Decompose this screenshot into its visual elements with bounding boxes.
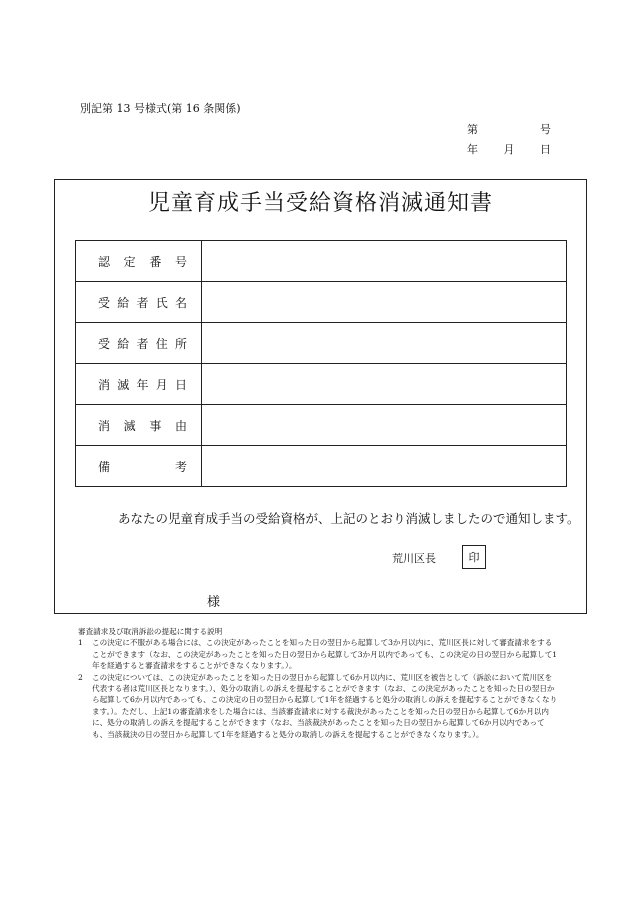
field-label-text: 受 給 者 住 所: [98, 336, 187, 351]
field-label-text: 認 定 番 号: [98, 254, 187, 269]
document-number: [467, 121, 551, 137]
field-row-certification-number: [76, 241, 567, 282]
field-label: [76, 282, 202, 323]
field-label: [76, 323, 202, 364]
field-label: [76, 405, 202, 446]
field-value[interactable]: [202, 446, 567, 487]
explanation-item: [78, 637, 558, 671]
issue-date: [467, 141, 551, 157]
explanation-heading: 審査請求及び取消訴訟の提起に関する説明: [78, 627, 223, 636]
field-label: [76, 364, 202, 405]
field-label: [76, 241, 202, 282]
field-value[interactable]: [202, 405, 567, 446]
field-value[interactable]: [202, 364, 567, 405]
fields-table: [75, 240, 567, 487]
item-number: 2: [78, 672, 83, 682]
field-row-recipient-name: [76, 282, 567, 323]
explanation-item: [78, 672, 558, 740]
form-reference: 別記第 13 号様式(第 16 条関係): [80, 102, 241, 115]
field-row-recipient-address: [76, 323, 567, 364]
addressee-suffix: 様: [207, 595, 221, 610]
field-row-expiry-date: [76, 364, 567, 405]
seal-box: 印: [462, 545, 486, 569]
number-suffix: 号: [540, 123, 551, 136]
document-title: 児童育成手当受給資格消滅通知書: [147, 191, 493, 216]
field-label-text: 消 滅 事 由: [98, 418, 187, 433]
field-value[interactable]: [202, 241, 567, 282]
item-number: 1: [78, 638, 83, 648]
notice-text: あなたの児童育成手当の受給資格が、上記のとおり消滅しましたので通知します。: [118, 511, 580, 526]
issuer-name: 荒川区長: [392, 552, 436, 565]
field-label: [76, 446, 202, 487]
date-month: 月: [503, 143, 515, 156]
field-value[interactable]: [202, 323, 567, 364]
item-text: この決定については、この決定があったことを知った日の翌日から起算して6か月以内に、荒川区を被告として（訴訟において荒川区を代表する者は荒川区長となります。）、処分の取消しの訴えを提起することができます（なお、この決定があったことを知った日の翌日から起算して6か月以内であっても、この決定の日の翌日から起算して1年を経過すると処分の取消しの訴えを提起することができなくなります。）。ただし、上記1の審査請求をした場合には、当該審査請求に対する裁決があったことを知った日の翌日から起算して6か月以内に、処分の取消しの訴えを提起することができます（なお、当該裁決があったことを知った日の翌日から起算して6か月以内であっても、当該裁決の日の翌日から起算して1年を経過すると処分の取消しの訴えを提起することができなくなります。）。: [92, 672, 558, 739]
field-value[interactable]: [202, 282, 567, 323]
field-label-text: 備 考: [98, 459, 187, 474]
field-label-text: 消 滅 年 月 日: [98, 377, 187, 392]
field-row-expiry-reason: [76, 405, 567, 446]
field-row-remarks: [76, 446, 567, 487]
number-prefix: 第: [467, 123, 478, 136]
field-label-text: 受 給 者 氏 名: [98, 295, 187, 310]
date-day: 日: [540, 143, 551, 156]
date-year: 年: [467, 143, 478, 156]
item-text: この決定に不服がある場合には、この決定があったことを知った日の翌日から起算して3か月以内に、荒川区長に対して審査請求をすることができます（なお、この決定があったことを知った日の翌日から起算して3か月以内であっても、この決定の日の翌日から起算して1年を経過すると審査請求をすることができなくなります。）。: [92, 638, 558, 671]
appeal-explanation: [78, 626, 558, 740]
